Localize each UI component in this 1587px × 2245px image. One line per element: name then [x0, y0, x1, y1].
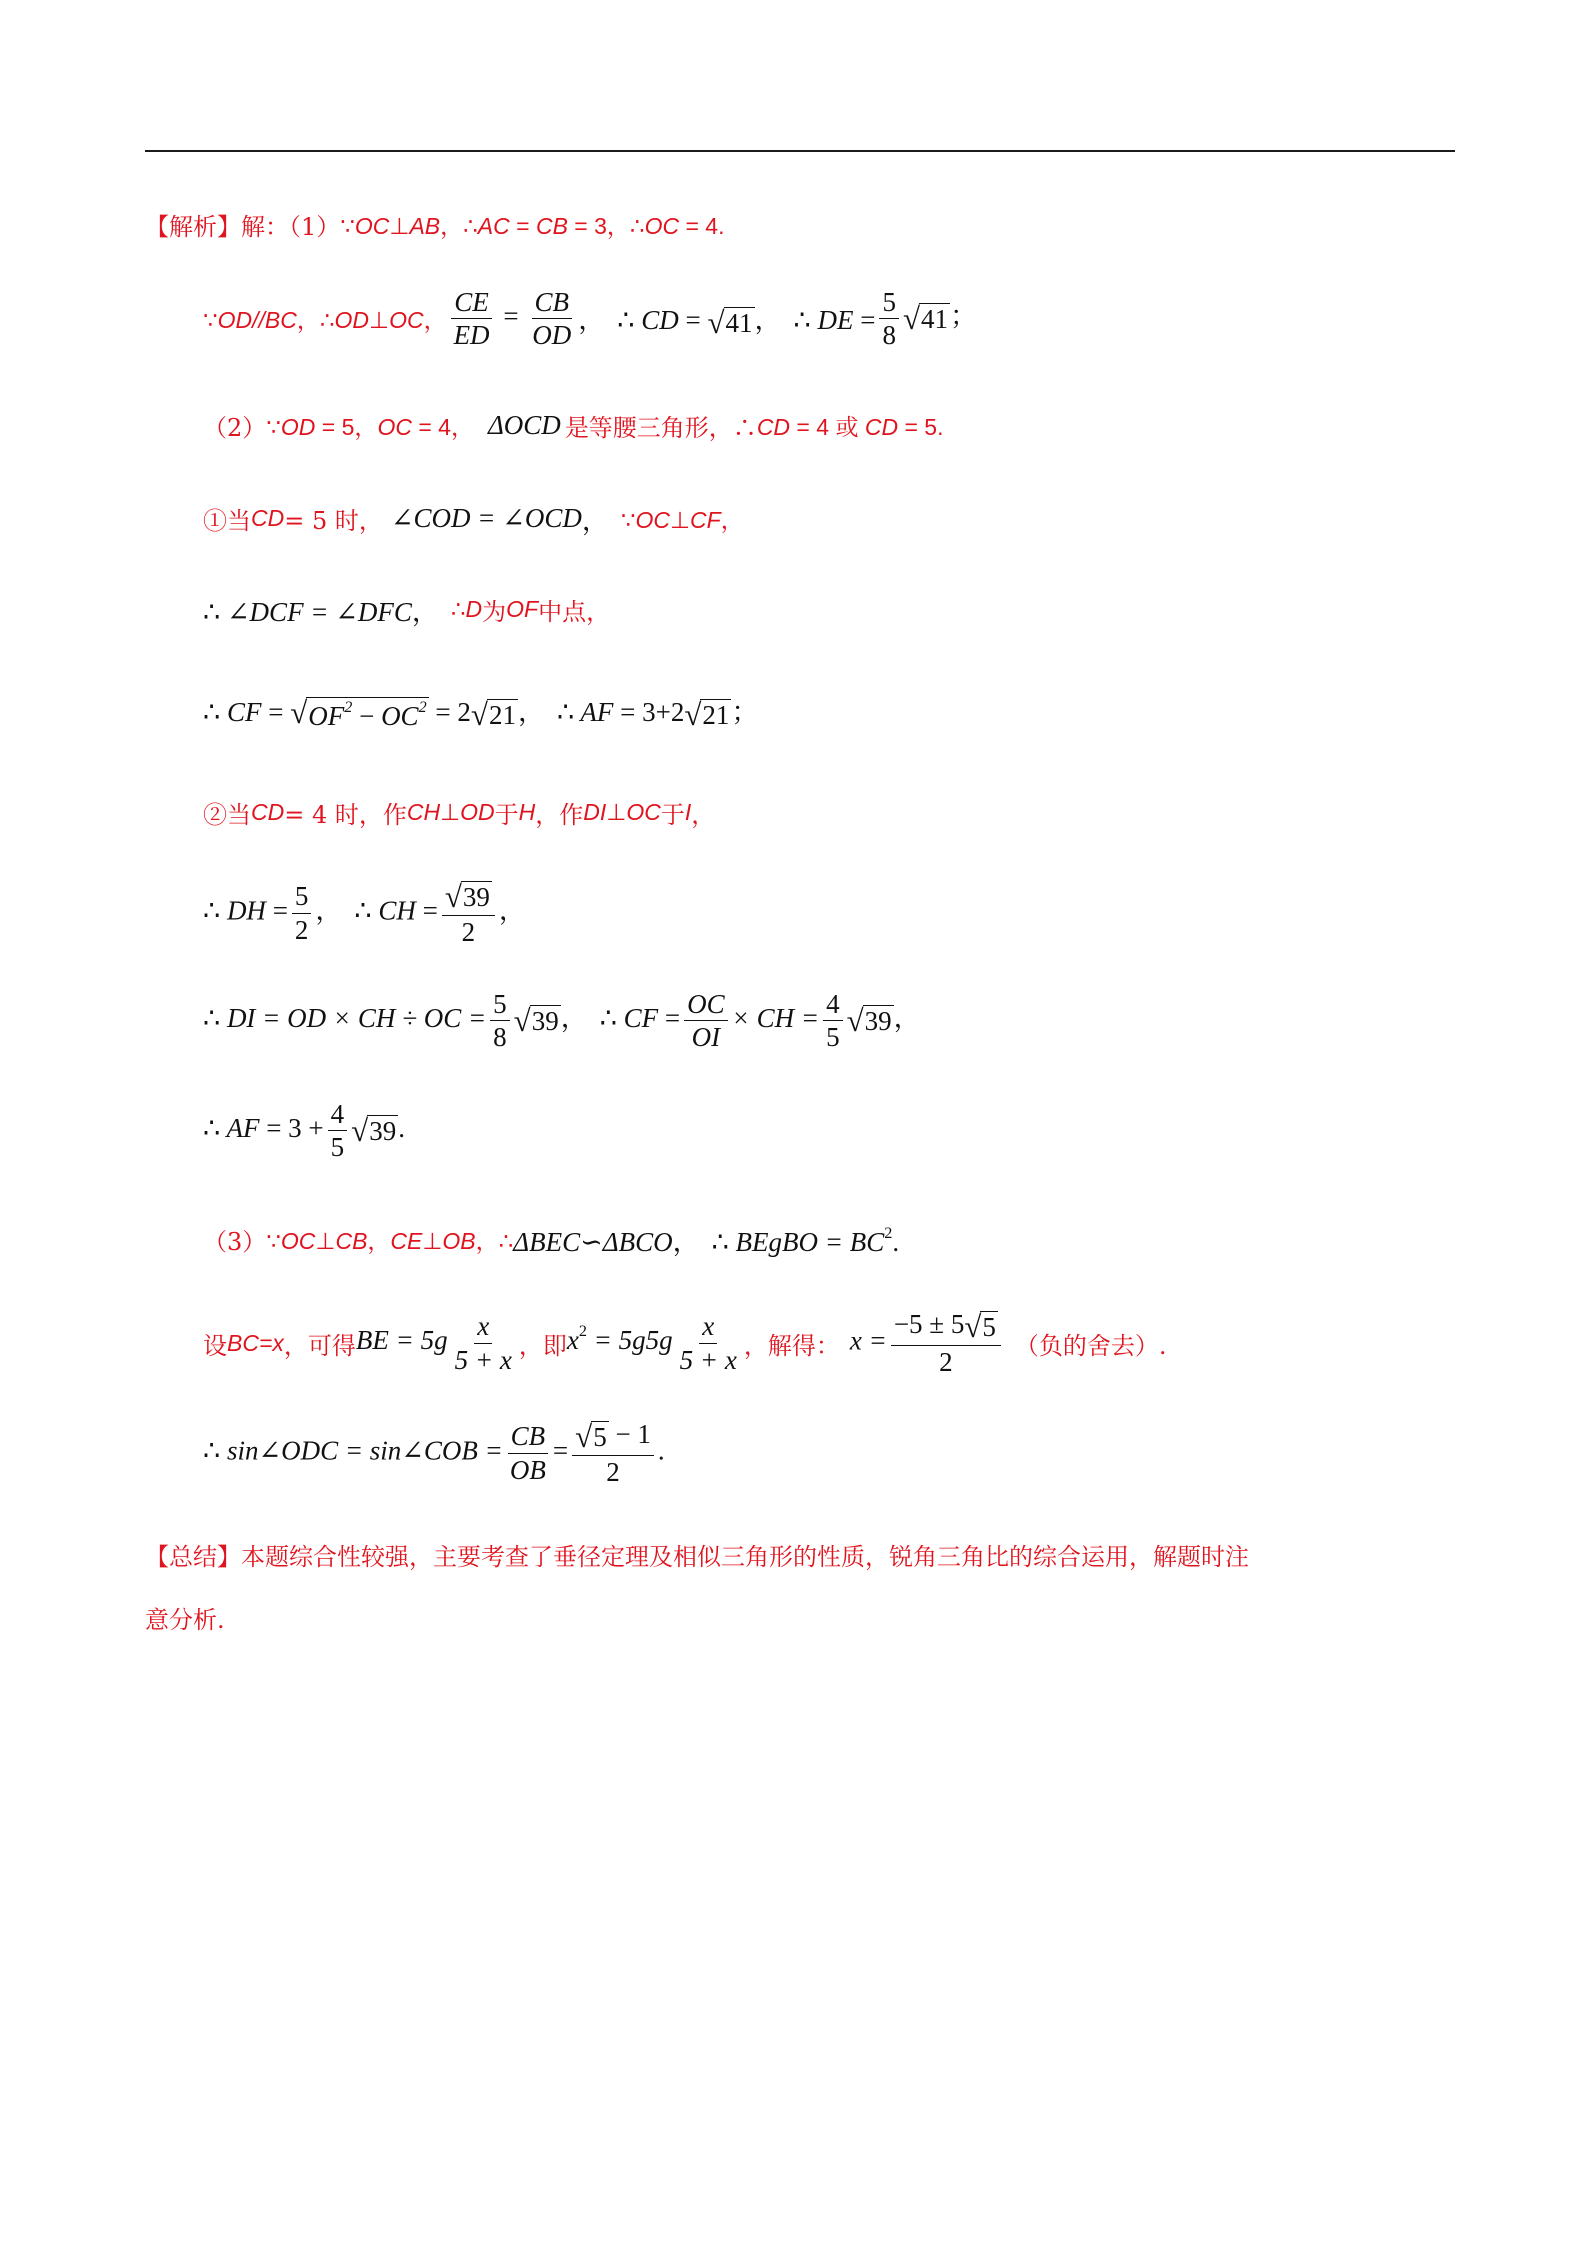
var: CB [335, 1228, 368, 1254]
semicolon: ； [950, 301, 977, 332]
equals: = [503, 301, 519, 332]
var: H [518, 799, 536, 825]
analysis-line-12 [203, 1310, 1167, 1376]
analysis-line-1 [145, 207, 724, 242]
var: OC [389, 307, 424, 334]
therefore-symbol: ∴ [556, 697, 575, 727]
text: ， [691, 801, 716, 829]
text: 解：（1） [241, 213, 341, 241]
var: AF [580, 697, 614, 727]
therefore-symbol: ∴ [793, 305, 811, 336]
fraction [677, 1312, 740, 1374]
fraction [451, 288, 493, 350]
var: CE [390, 1228, 423, 1254]
equation: x = [849, 1325, 887, 1356]
var: OD [334, 307, 370, 334]
sqrt: √ $OF^2 - OC^2$ [290, 695, 427, 732]
denominator: 2 [939, 1346, 953, 1377]
var: CD [641, 305, 679, 336]
exponent: 2 [418, 698, 427, 717]
text: ， [423, 307, 447, 334]
comma: ， [578, 305, 606, 336]
sqrt: √ 39 [513, 1002, 559, 1038]
summary-line-2 [145, 1600, 225, 1635]
sqrt: √ 39 [444, 878, 490, 914]
because-symbol: ∵ [266, 414, 281, 440]
text: = 5 时， [284, 507, 383, 535]
analysis-line-13 [203, 1420, 665, 1486]
period: . [892, 1227, 900, 1257]
var: OB [442, 1228, 476, 1254]
summary-line-1 [145, 1537, 1249, 1572]
var: DE [817, 305, 854, 336]
radicand: 39 [462, 881, 490, 912]
perp-symbol: ⊥ [606, 799, 627, 825]
fraction [823, 990, 843, 1052]
denominator: ED [453, 320, 490, 351]
equals: = [685, 305, 701, 336]
text: （3） [203, 1228, 267, 1256]
math-expression [447, 288, 579, 350]
var: CD [864, 414, 899, 440]
text: 于 [494, 801, 519, 829]
text: 中点， [538, 598, 611, 626]
text: ①当 [203, 507, 251, 535]
var: OD [280, 414, 316, 440]
analysis-line-5 [203, 590, 610, 629]
minus: − [359, 701, 375, 732]
numerator: 5 [490, 990, 510, 1021]
text: ，解得： [743, 1331, 840, 1360]
var: CD [251, 505, 285, 531]
fraction [891, 1310, 1001, 1376]
equals: = [435, 697, 451, 727]
equals: = [272, 895, 288, 926]
text: （2） [203, 414, 267, 442]
summary-text: 本题综合性较强，主要考查了垂径定理及相似三角形的性质，锐角三角比的综合运用，解题时注 [241, 1543, 1249, 1571]
period: . [657, 1435, 665, 1466]
sqrt: √ 39 [351, 1112, 397, 1148]
therefore-symbol: ∴ [203, 1113, 221, 1144]
equals: = [860, 305, 876, 336]
perp-symbol: ⊥ [315, 1228, 336, 1254]
therefore-symbol: ∴ [203, 697, 221, 727]
fraction [879, 288, 899, 350]
period: . [398, 1113, 405, 1144]
comma: ， [581, 506, 609, 536]
denominator: 2 [606, 1456, 620, 1487]
fraction [452, 1312, 515, 1374]
comma: ， [893, 1003, 921, 1034]
equation: BE = 5g [355, 1325, 448, 1356]
var: CF [690, 507, 721, 533]
therefore-symbol: ∴ [203, 597, 221, 627]
semicolon: ； [731, 697, 759, 727]
sqrt: √ 41 [707, 305, 753, 341]
therefore-symbol: ∴ [203, 895, 221, 926]
therefore-symbol: ∴ [711, 1227, 729, 1257]
var: I [684, 799, 692, 825]
radicand: 41 [725, 308, 753, 339]
perp-symbol: ⊥ [670, 507, 691, 533]
text: ，∴ [440, 213, 478, 239]
numerator: OC [684, 990, 728, 1021]
radicand: 21 [488, 699, 516, 730]
denominator: OB [509, 1454, 546, 1485]
radicand: 41 [921, 303, 948, 334]
numerator: −5 ± 5 [893, 1309, 965, 1339]
denominator: OD [532, 320, 572, 351]
var: OC [280, 1228, 316, 1254]
var: AF [226, 1113, 260, 1144]
text: ②当 [203, 801, 251, 829]
text: 设 [203, 1331, 227, 1360]
analysis-line-11 [203, 1220, 899, 1259]
therefore-symbol: ∴ [599, 1003, 617, 1034]
equation: BEgBO = BC [735, 1227, 885, 1257]
equals: = [422, 895, 438, 926]
therefore-symbol: ∴ [203, 1435, 221, 1466]
therefore-symbol: ∴ [617, 305, 635, 336]
comma: ， [672, 1227, 700, 1257]
denominator: 5 [330, 1132, 345, 1163]
similarity-expression: ΔBEC∽ΔBCO [513, 1227, 673, 1257]
var: x [566, 1325, 579, 1356]
var: BC=x [227, 1329, 284, 1356]
var: OD [460, 799, 495, 825]
text: = 5， [315, 414, 378, 440]
angle-equation: ∠COD = ∠OCD [390, 503, 582, 533]
fraction [442, 880, 495, 946]
radicand: 39 [864, 1005, 892, 1036]
radicand: 5 [982, 1311, 996, 1342]
analysis-line-3 [203, 408, 943, 443]
sqrt: √ 21 [470, 696, 516, 732]
radicand: 21 [702, 699, 730, 730]
because-symbol: ∵ [266, 1228, 281, 1254]
text: = 4， [411, 414, 474, 440]
header-rule [145, 150, 1455, 152]
text: = 4 时，作 [284, 801, 407, 829]
analysis-line-2 [203, 288, 977, 350]
var: OC [354, 213, 390, 239]
triangle-ocd: ΔOCD [487, 410, 561, 440]
equals: = 3 + [266, 1113, 324, 1144]
fraction [684, 990, 728, 1052]
text: ，即 [518, 1331, 567, 1360]
denominator: 8 [493, 1022, 507, 1053]
number: 2 [457, 697, 471, 727]
exponent: 2 [344, 698, 353, 717]
number: 2 [670, 697, 685, 727]
text: ，∴ [296, 307, 335, 334]
equation: DI = OD × CH ÷ OC = [226, 1003, 487, 1034]
var: AB [409, 213, 441, 239]
exponent: 2 [884, 1224, 893, 1243]
number: 3 [642, 697, 656, 727]
analysis-line-7 [203, 795, 715, 830]
angle-equation: ∠DCF = ∠DFC [226, 597, 412, 627]
var: CF [623, 1003, 659, 1034]
text: （负的舍去）. [1014, 1331, 1167, 1360]
numerator: CB [532, 288, 573, 319]
text: = [509, 213, 536, 239]
numerator: 5 [292, 882, 312, 913]
var: OC [377, 414, 412, 440]
analysis-line-6 [203, 690, 758, 732]
denominator: 2 [461, 916, 476, 947]
because-symbol: ∵ [620, 507, 636, 533]
sqrt: √ 41 [902, 300, 948, 336]
var: CD [251, 799, 285, 825]
analysis-line-8 [203, 880, 526, 946]
var: CH [378, 895, 416, 926]
var: OD//BC [217, 307, 297, 334]
equals: = [552, 1435, 569, 1466]
text: = 4 或 [790, 414, 865, 440]
var: OC [381, 701, 419, 732]
var: DH [226, 895, 266, 926]
numerator: CB [508, 1422, 549, 1453]
numerator: x [699, 1312, 717, 1343]
text: = 3，∴ [567, 213, 645, 239]
summary-text: 意分析. [145, 1606, 225, 1634]
denominator: OI [691, 1022, 721, 1053]
comma: ， [498, 895, 526, 926]
sqrt: √ 5 [964, 1308, 996, 1344]
perp-symbol: ⊥ [389, 213, 410, 239]
comma: ， [411, 597, 439, 627]
var: OF [506, 596, 539, 622]
because-symbol: ∵ [340, 213, 355, 239]
analysis-line-4 [203, 499, 744, 538]
fraction [529, 288, 574, 350]
denominator: 5 + x [454, 1344, 512, 1375]
comma: ， [315, 895, 343, 926]
text: 是等腰三角形，∴ [564, 414, 757, 442]
equals: = [268, 697, 284, 727]
fraction [507, 1422, 549, 1484]
comma: ， [517, 697, 545, 727]
denominator: 5 + x [679, 1344, 737, 1375]
denominator: 5 [826, 1022, 840, 1053]
var: OC [644, 213, 680, 239]
text: ，可得 [283, 1331, 356, 1360]
fraction [572, 1420, 654, 1486]
comma: ， [560, 1003, 588, 1034]
denominator: 8 [882, 320, 896, 351]
var: CD [756, 414, 791, 440]
summary-label: 【总结】 [145, 1543, 241, 1571]
equals: = [620, 697, 636, 727]
var: AC [477, 213, 510, 239]
fraction [328, 1100, 348, 1162]
exponent: 2 [578, 1322, 587, 1341]
text: = 5. [898, 414, 944, 440]
equals: = [664, 1003, 681, 1034]
var: CH [406, 799, 441, 825]
fraction [292, 882, 312, 944]
sqrt: √ 39 [846, 1002, 892, 1038]
text: ， [367, 1228, 391, 1254]
therefore-symbol: ∴ [450, 596, 466, 622]
numerator: 4 [328, 1100, 348, 1131]
plus: + [655, 697, 671, 727]
perp-symbol: ⊥ [369, 307, 390, 334]
therefore-symbol: ∴ [203, 1003, 221, 1034]
text: = 4. [679, 213, 725, 239]
numerator: − 1 [608, 1419, 651, 1449]
numerator: x [474, 1312, 492, 1343]
radicand: 5 [593, 1421, 607, 1452]
analysis-line-10 [203, 1100, 405, 1162]
radicand: 39 [531, 1005, 559, 1036]
perp-symbol: ⊥ [440, 799, 461, 825]
var: OF [308, 701, 345, 732]
sqrt: √ 21 [684, 696, 730, 732]
text: ， [720, 507, 744, 533]
therefore-symbol: ∴ [354, 895, 372, 926]
analysis-label: 【解析】 [145, 213, 241, 241]
analysis-line-9 [203, 990, 921, 1052]
fraction [490, 990, 510, 1052]
var: CB [535, 213, 568, 239]
var: OC [635, 507, 670, 533]
text: ，∴ [475, 1228, 514, 1254]
equation: = 5g5g [593, 1325, 673, 1356]
var: D [465, 596, 483, 622]
numerator: CE [451, 288, 492, 319]
var: CF [226, 697, 262, 727]
numerator: 5 [879, 288, 899, 319]
var: DI [583, 799, 607, 825]
radicand: 39 [369, 1115, 397, 1146]
var: OC [626, 799, 661, 825]
text: ，作 [535, 801, 584, 829]
because-symbol: ∵ [203, 307, 218, 334]
equation: × CH = [731, 1003, 820, 1034]
denominator: 2 [294, 914, 309, 945]
comma: ， [754, 305, 782, 336]
sqrt: √ 5 [575, 1418, 607, 1454]
perp-symbol: ⊥ [422, 1228, 443, 1254]
numerator: 4 [823, 990, 843, 1021]
text: 为 [482, 598, 507, 626]
equation: sin∠ODC = sin∠COB = [226, 1435, 503, 1466]
text: 于 [660, 801, 685, 829]
